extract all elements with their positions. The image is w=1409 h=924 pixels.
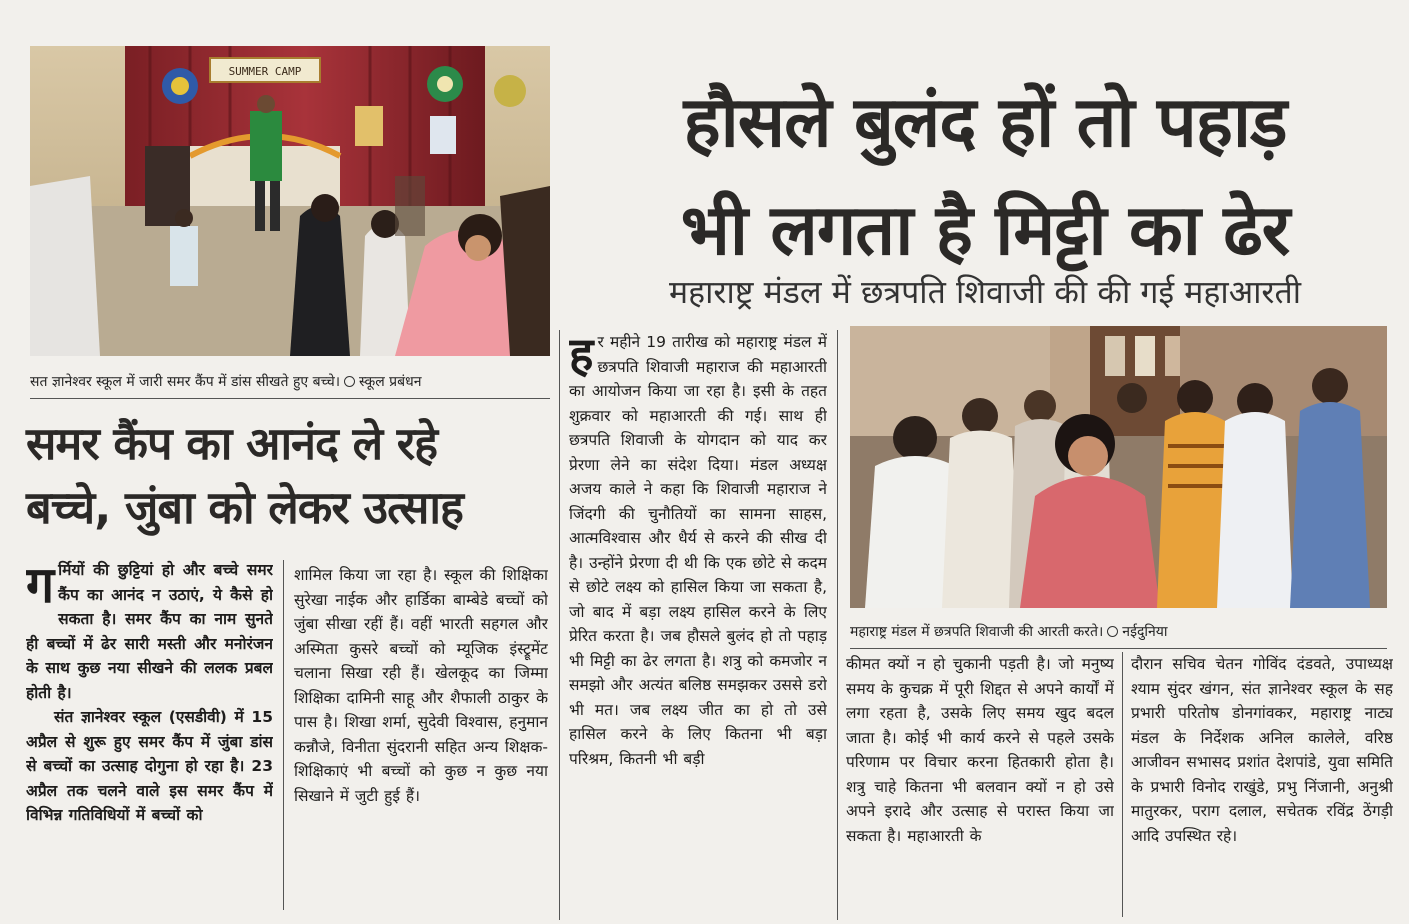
credit-icon bbox=[1107, 626, 1118, 637]
right-col1-text: र महीने 19 तारीख को महाराष्ट्र मंडल में छत्रपति शिवाजी महाराज की महाआरती का आयोजन किया जा रहा है। इसी के तहत शुक्रवार को महाआरती की गई। साथ ही छत्रपति शिवाजी के योगदान को याद कर प्रेरणा लेने का संदेश दिया। मंडल अध्यक्ष अजय काले ने कहा कि शिवाजी महाराज ने जिंदगी की चुनौतियों का सामना साहस, आत्मविश्वास और धैर्य से करने की सीख दी है। उन्होंने प्रेरणा दी थी कि एक छोटे से कदम से छोटे लक्ष्य को हासिल किया जा सकता है, जो बाद में बड़ा लक्ष्य हासिल करने के लिए प्रेरित करता है। जब हौसले बुलंद हो तो पहाड़ भी मिट्टी का ढेर लगता है। शत्रु को कमजोर न समझो और अत्यंत बलिष्ठ समझकर उससे डरो भी मत। जब लक्ष्य जीत का हो तो उसे हासिल करने के लिए कितना भी बड़ा परिश्रम, कितनी भी बड़ी bbox=[569, 333, 827, 768]
left-story-column-1 bbox=[26, 558, 273, 918]
left-col1-para2: संत ज्ञानेश्वर स्कूल (एसडीवी) में 15 अप्रैल से शुरू हुए समर कैंप में जुंबा डांस से बच्चों का उत्साह दोगुना हो रहा है। 23 अप्रैल तक चलने वाले इस समर कैंप में विभिन्न गतिविधियों में बच्चों को bbox=[26, 708, 273, 824]
right-story-column-3 bbox=[1131, 652, 1393, 920]
column-divider bbox=[30, 398, 550, 399]
photo-credit: नईदुनिया bbox=[1122, 624, 1168, 640]
left-story-headline bbox=[18, 412, 558, 540]
caption-text: सत ज्ञानेश्वर स्कूल में जारी समर कैंप में डांस सीखते हुए बच्चे। bbox=[30, 374, 341, 390]
column-divider bbox=[837, 330, 838, 920]
right-headline-line2: भी लगता है मिट्टी का ढेर bbox=[680, 189, 1290, 271]
summer-camp-photo-art bbox=[30, 46, 550, 356]
dropcap: ह bbox=[569, 330, 594, 381]
caption-text: महाराष्ट्र मंडल में छत्रपति शिवाजी की आरती करते। bbox=[850, 624, 1104, 640]
aarti-photo bbox=[850, 326, 1387, 608]
right-col2-text: कीमत क्यों न हो चुकानी पड़ती है। जो मनुष्य समय के कुचक्र में पूरी शिद्दत से अपने कार्यों में लगा रहता है, उसके लिए समय खुद बदल जाता है। कोई भी कार्य करने से पहले उसके परिणाम पर विचार करना हितकारी होता है। शत्रु चाहे कितना भी बलवान क्यों न हो उसे अपने इरादे और उत्साह से परास्त किया जा सकता है। महाआरती के bbox=[846, 655, 1114, 845]
dropcap: ग bbox=[26, 558, 55, 614]
photo-credit: स्कूल प्रबंधन bbox=[359, 374, 422, 390]
right-story-subheadline: महाराष्ट्र मंडल में छत्रपति शिवाजी की की गई महाआरती bbox=[668, 273, 1302, 311]
right-story-column-2 bbox=[846, 652, 1114, 920]
right-story-column-1 bbox=[569, 330, 827, 920]
credit-icon bbox=[344, 376, 355, 387]
left-story-column-2 bbox=[294, 563, 548, 913]
column-divider bbox=[283, 560, 284, 910]
right-headline-line1: हौसले बुलंद हों तो पहाड़ bbox=[683, 81, 1287, 163]
summer-camp-photo bbox=[30, 46, 550, 356]
left-headline-line2: बच्चे, जुंबा को लेकर उत्साह bbox=[26, 481, 463, 534]
summer-camp-photo-caption bbox=[30, 373, 422, 391]
right-col3-text: दौरान सचिव चेतन गोविंद दंडवते, उपाध्यक्ष श्याम सुंदर खंगन, संत ज्ञानेश्वर स्कूल के सह प्रभारी परितोष डोनगांवकर, महाराष्ट्र नाट्य मंडल के निर्देशक अनिल कालेले, वरिष्ठ आजीवन सभासद प्रशांत देशपांडे, युवा समिति के प्रभारी विनोद राखुंडे, प्रभु निंजानी, अनुश्री मातुरकर, पराग दलाल, सचेतक रविंद्र ठेंगड़ी आदि उपस्थित रहे। bbox=[1131, 655, 1393, 845]
summer-camp-banner-text: SUMMER CAMP bbox=[228, 65, 302, 78]
left-col1-para1: र्मियों की छुट्टियां हो और बच्चे समर कैंप का आनंद न उठाएं, ये कैसे हो सकता है। समर कैंप का नाम सुनते ही बच्चों में ढेर सारी मस्ती और मनोरंजन के साथ कुछ नया सीखने की ललक प्रबल होती है। bbox=[26, 561, 273, 702]
left-col2-text: शामिल किया जा रहा है। स्कूल की शिक्षिका सुरेखा नाईक और हार्डिका बाम्बेडे बच्चों को जुंबा सीखा रहीं हैं। वहीं भारती सहगल और अस्मिता कुसरे बच्चों को म्यूजिक इंस्ट्रूमेंट चलाना सिखा रही हैं। खेलकूद का जिम्मा शिक्षिका दामिनी साहू और शैफाली ठाकुर के पास है। शिखा शर्मा, सुदेवी विश्वास, हनुमान कन्नौजे, विनीता सुंदरानी सहित अन्य शिक्षक-शिक्षिकाएं भी बच्चों को कुछ न कुछ नया सिखाने में जुटी हुई हैं। bbox=[294, 566, 548, 805]
column-divider bbox=[1122, 652, 1123, 917]
page-column-divider bbox=[559, 330, 560, 920]
left-headline-line1: समर कैंप का आनंद ले रहे bbox=[26, 417, 438, 470]
aarti-photo-caption bbox=[850, 623, 1168, 641]
right-story-headline bbox=[570, 68, 1400, 284]
aarti-photo-art bbox=[850, 326, 1387, 608]
column-divider bbox=[850, 648, 1387, 649]
